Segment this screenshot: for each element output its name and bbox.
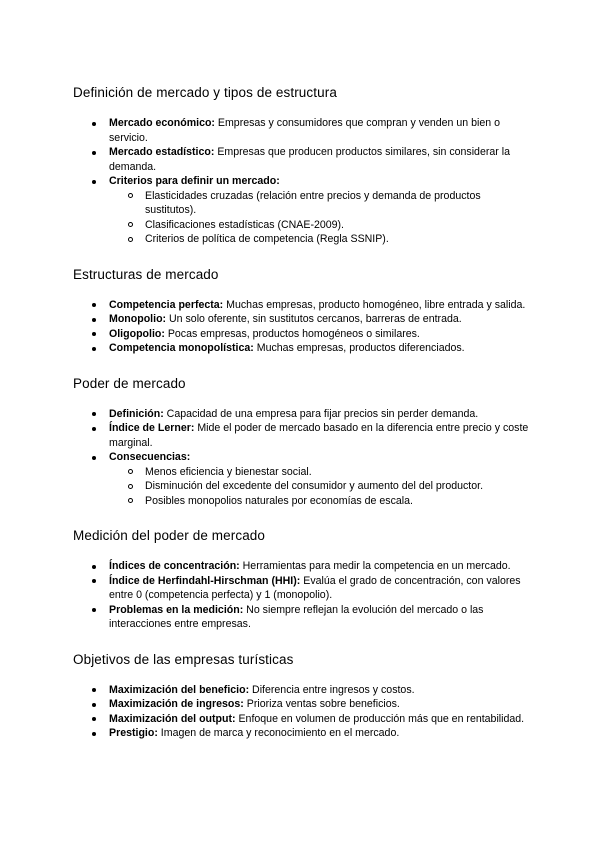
item-term: Competencia monopolística: xyxy=(109,342,254,354)
item-term: Maximización del beneficio: xyxy=(109,683,250,696)
sub-bullet-list xyxy=(109,465,530,509)
sub-list-item: Disminución del excedente del consumidor y aumento del del productor. xyxy=(145,479,530,494)
section-power-measurement xyxy=(73,527,530,632)
list-item xyxy=(109,116,530,145)
list-item xyxy=(109,298,530,313)
item-text: Muchas empresas, producto homogéneo, libre entrada y salida. xyxy=(223,298,526,311)
item-term: Consecuencias: xyxy=(109,451,191,463)
item-term: Monopolio: xyxy=(109,313,167,325)
section-heading: Objetivos de las empresas turísticas xyxy=(73,651,294,667)
item-term: Maximización de ingresos: xyxy=(109,698,244,710)
item-term: Índice de Herfindahl-Hirschman (HHI): xyxy=(109,574,301,587)
section-market-power xyxy=(73,375,530,509)
item-text: Un solo oferente, sin sustitutos cercanos, barreras de entrada. xyxy=(166,313,462,325)
sub-list-item: Clasificaciones estadísticas (CNAE-2009). xyxy=(145,218,530,233)
list-item xyxy=(109,712,530,727)
list-item xyxy=(109,407,530,422)
item-text: Empresas y consumidores que compran y venden un bien o servicio. xyxy=(109,117,500,144)
item-text: Prioriza ventas sobre beneficios. xyxy=(243,698,400,710)
sub-bullet-list xyxy=(109,189,530,247)
list-item xyxy=(109,174,530,247)
item-text: Capacidad de una empresa para fijar precios sin perder demanda. xyxy=(163,407,479,420)
list-item xyxy=(109,574,530,603)
item-term: Prestigio: xyxy=(109,727,158,739)
item-term: Competencia perfecta: xyxy=(109,298,224,311)
section-market-definition xyxy=(73,84,530,247)
item-text: Muchas empresas, productos diferenciados. xyxy=(253,342,465,354)
list-item xyxy=(109,312,530,327)
item-term: Índices de concentración: xyxy=(109,560,240,572)
item-term: Mercado económico: xyxy=(109,117,215,129)
item-text: Empresas que producen productos similares, sin considerar la demanda. xyxy=(109,146,510,173)
item-term: Criterios para definir un mercado: xyxy=(109,175,280,187)
list-item xyxy=(109,603,530,632)
item-text: Diferencia entre ingresos y costos. xyxy=(249,683,415,696)
sub-list-item: Posibles monopolios naturales por economías de escala. xyxy=(145,494,530,509)
item-term: Definición: xyxy=(109,407,164,420)
list-item xyxy=(109,327,530,342)
item-text: Herramientas para medir la competencia en un mercado. xyxy=(239,560,511,572)
section-heading: Poder de mercado xyxy=(73,375,186,391)
item-term: Índice de Lerner: xyxy=(109,422,195,434)
bullet-list xyxy=(73,559,530,632)
item-text: Evalúa el grado de concentración, con valores entre 0 (competencia perfecta) y 1 (monopolio). xyxy=(109,574,521,601)
item-text: Pocas empresas, productos homogéneos o similares. xyxy=(164,327,420,340)
item-term: Oligopolio: xyxy=(109,327,165,340)
bullet-list xyxy=(73,298,530,356)
item-text: Mide el poder de mercado basado en la diferencia entre precio y coste marginal. xyxy=(109,422,529,449)
section-heading: Estructuras de mercado xyxy=(73,266,219,282)
list-item xyxy=(109,421,530,450)
bullet-list xyxy=(73,407,530,509)
section-heading: Definición de mercado y tipos de estructura xyxy=(73,85,337,100)
list-item xyxy=(109,683,530,698)
item-term: Problemas en la medición: xyxy=(109,603,244,616)
list-item xyxy=(109,697,530,712)
sub-list-item: Menos eficiencia y bienestar social. xyxy=(145,465,530,480)
bullet-list xyxy=(73,683,530,741)
list-item xyxy=(109,559,530,574)
sub-list-item: Elasticidades cruzadas (relación entre precios y demanda de productos sustitutos). xyxy=(145,189,530,218)
list-item xyxy=(109,341,530,356)
item-text: Imagen de marca y reconocimiento en el mercado. xyxy=(157,727,400,739)
bullet-list xyxy=(73,116,530,247)
item-term: Maximización del output: xyxy=(109,712,236,725)
list-item xyxy=(109,450,530,508)
section-heading: Medición del poder de mercado xyxy=(73,528,266,543)
item-text: Enfoque en volumen de producción más que en rentabilidad. xyxy=(235,712,525,725)
list-item xyxy=(109,145,530,174)
section-tourism-objectives xyxy=(73,651,530,741)
sub-list-item: Criterios de política de competencia (Regla SSNIP). xyxy=(145,232,530,247)
section-market-structures xyxy=(73,266,530,356)
item-text: No siempre reflejan la evolución del mercado o las interacciones entre empresas. xyxy=(109,603,484,630)
item-term: Mercado estadístico: xyxy=(109,146,215,158)
list-item xyxy=(109,726,530,741)
